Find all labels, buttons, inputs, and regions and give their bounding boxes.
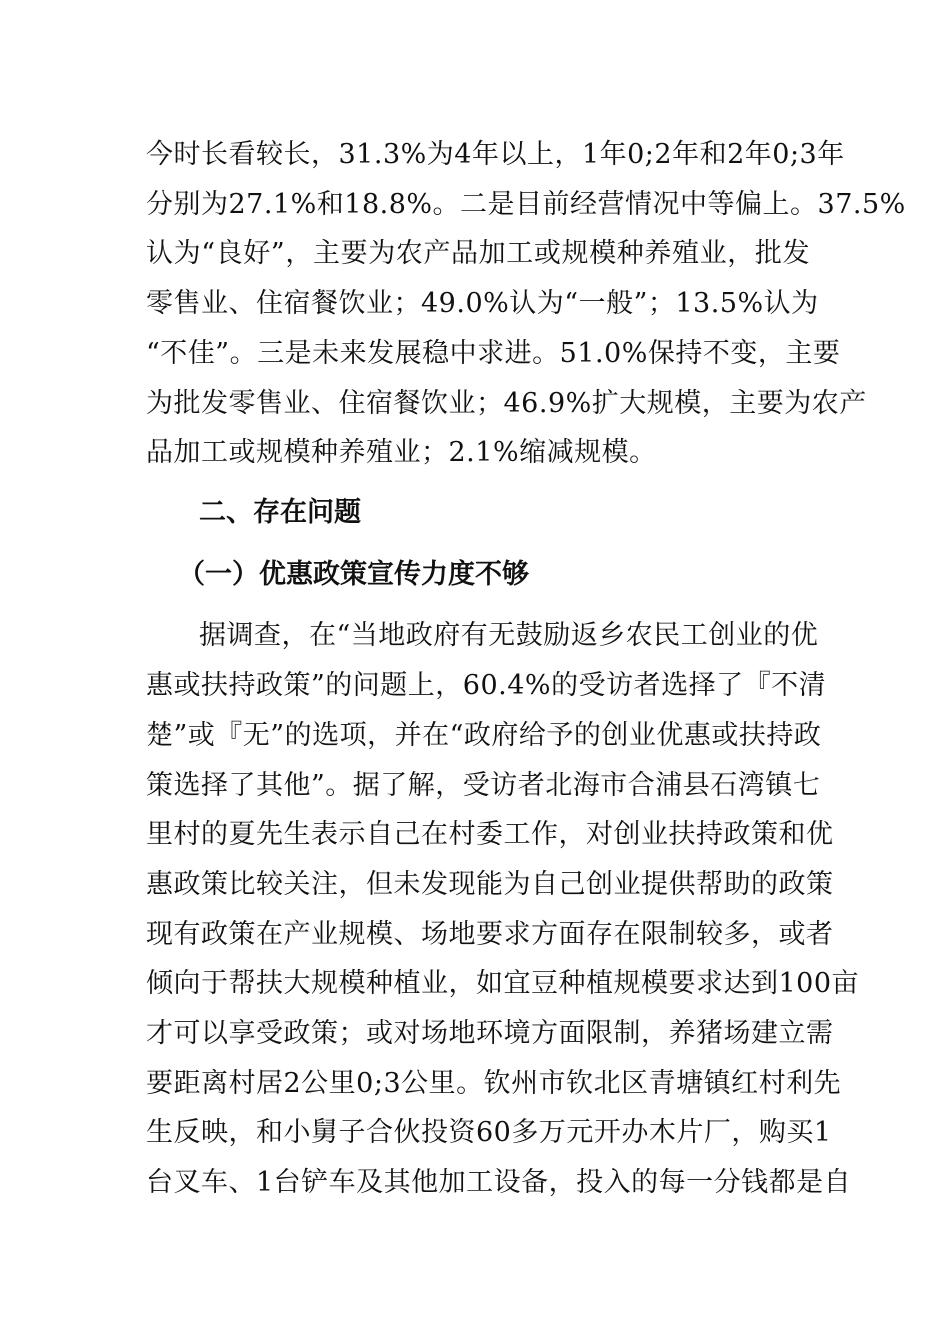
text-line: 楚”或『无”的选项，并在“政府给予的创业优惠或扶持政: [146, 720, 822, 751]
text-line: 今时长看较长，31.3%为4年以上，1年0;2年和2年0;3年: [146, 139, 845, 170]
section-heading: 二、存在问题: [199, 497, 361, 528]
text-line: 生反映，和小舅子合伙投资60多万元开办木片厂，购买1: [146, 1117, 832, 1148]
text-line: “不佳”。三是未来发展稳中求进。51.0%保持不变，主要: [146, 338, 841, 369]
text-line: 分别为27.1%和18.8%。二是目前经营情况中等偏上。37.5%: [146, 189, 906, 220]
text-line: 策选择了其他”。据了解，受访者北海市合浦县石湾镇七: [146, 770, 821, 801]
text-line: 据调查，在“当地政府有无鼓励返乡农民工创业的优: [199, 620, 819, 651]
text-line: 为批发零售业、住宿餐饮业；46.9%扩大规模，主要为农产: [146, 388, 867, 419]
text-line: 认为“良好”，主要为农产品加工或规模种养殖业，批发: [146, 238, 810, 269]
text-line: 零售业、住宿餐饮业；49.0%认为“一般”；13.5%认为: [146, 288, 819, 319]
text-line: 台叉车、1台铲车及其他加工设备，投入的每一分钱都是自: [146, 1167, 852, 1198]
text-line: 现有政策在产业规模、场地要求方面存在限制较多，或者: [146, 919, 834, 950]
text-line: 才可以享受政策；或对场地环境方面限制，养猪场建立需: [146, 1018, 834, 1049]
text-line: 惠或扶持政策”的问题上，60.4%的受访者选择了『不清: [146, 670, 827, 701]
text-line: 要距离村居2公里0;3公里。钦州市钦北区青塘镇红村利先: [146, 1068, 842, 1099]
text-line: 惠政策比较关注，但未发现能为自己创业提供帮助的政策: [146, 869, 834, 900]
text-line: 里村的夏先生表示自己在村委工作，对创业扶持政策和优: [146, 819, 834, 850]
text-line: 倾向于帮扶大规模种植业，如宜豆种植规模要求达到100亩: [146, 968, 860, 999]
subsection-heading: （一）优惠政策宣传力度不够: [178, 559, 529, 590]
text-line: 品加工或规模种养殖业；2.1%缩减规模。: [146, 437, 657, 468]
